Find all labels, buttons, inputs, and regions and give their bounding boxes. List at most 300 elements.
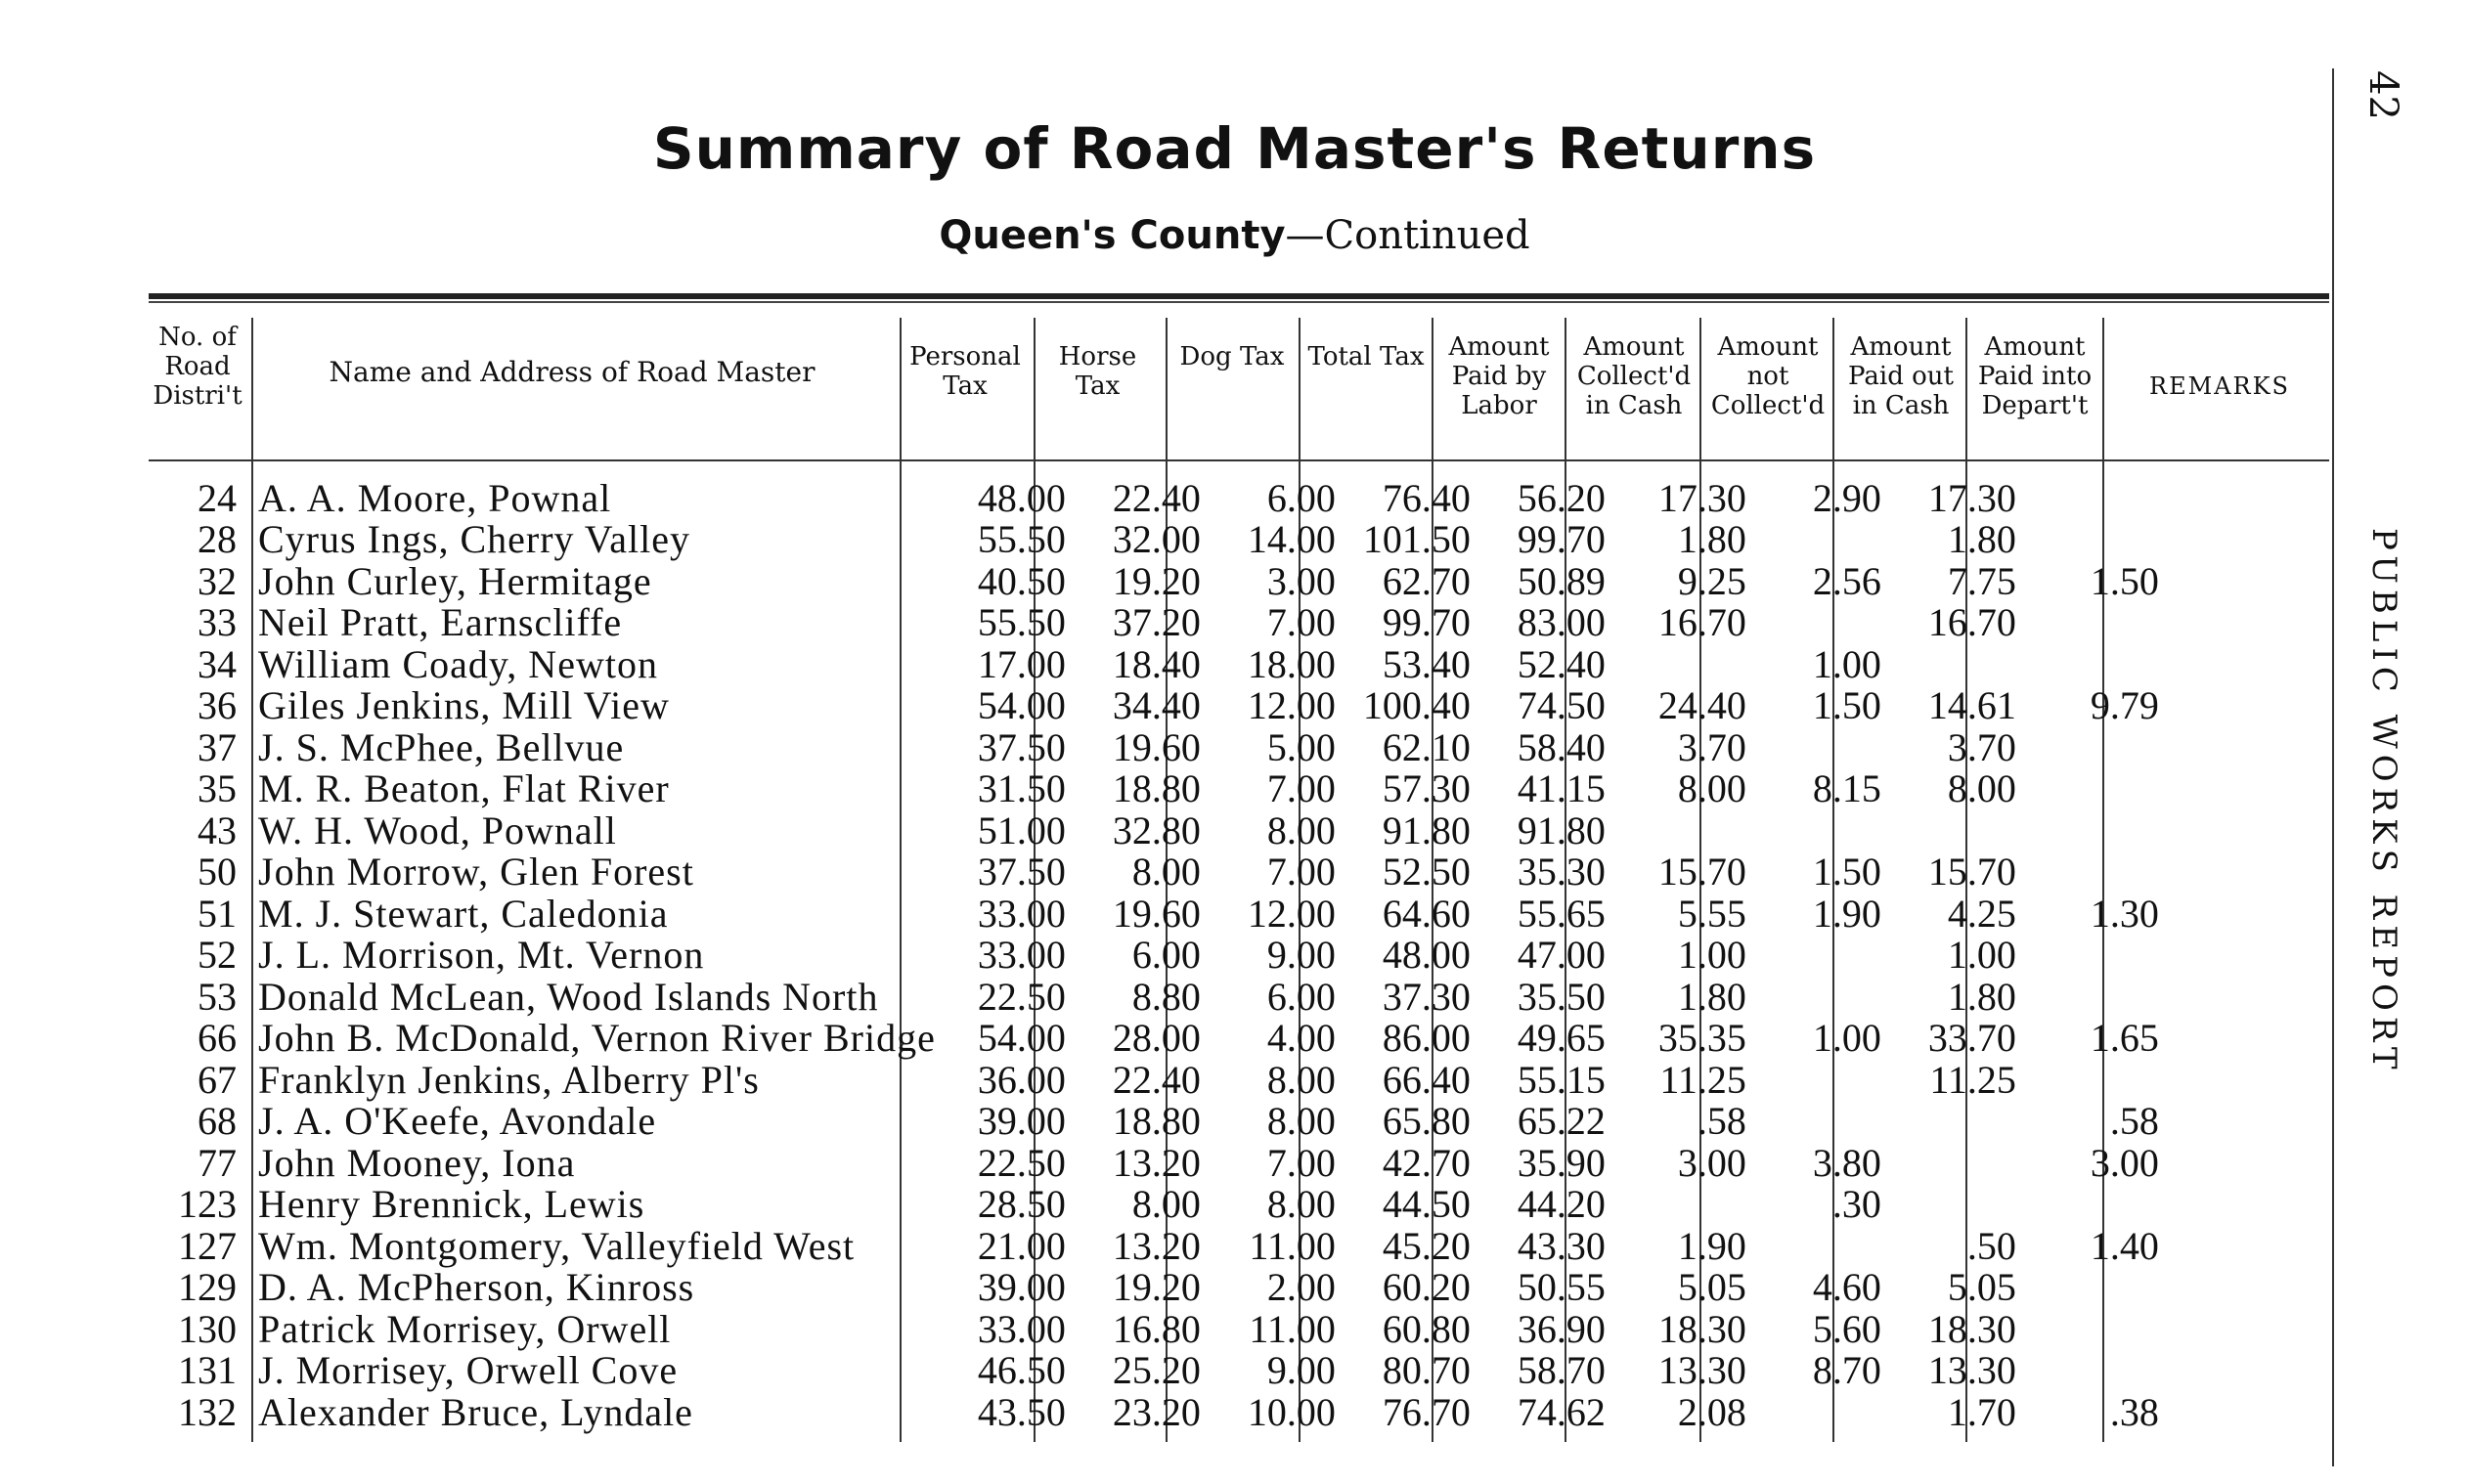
cell-total: 62.10 [1382,724,1471,769]
table-row [147,1018,2175,1060]
cell-no: 67 [198,1057,237,1102]
cell-remarks [2167,1184,2175,1226]
cell-personal: 51.00 [977,807,1066,852]
cell-no: 35 [198,766,237,810]
cell-labor: 56.20 [1517,475,1606,520]
cell-paid-into: .58 [2109,1099,2159,1143]
cell-not-collected [1754,1101,1889,1143]
table-row [147,1101,2175,1143]
cell-dog: 8.00 [1266,1099,1336,1143]
cell-name: Giles Jenkins, Mill View [258,683,670,727]
cell-labor: 47.00 [1517,933,1606,977]
cell-collected: 13.30 [1657,1348,1746,1392]
cell-horse: 19.60 [1112,891,1201,936]
cell-paid-out: 16.70 [1927,600,2016,644]
cell-not-collected: 1.00 [1812,641,1881,686]
cell-remarks [2167,519,2175,561]
road-master-returns-table [147,477,2175,1433]
table-row [147,519,2175,561]
subtitle-continued: —Continued [1285,213,1530,258]
cell-name: J. S. McPhee, Bellvue [258,724,625,769]
cell-paid-out: 1.70 [1947,1389,2016,1434]
cell-dog: 10.00 [1247,1389,1336,1434]
page-subtitle [0,213,2469,258]
table-row [147,851,2175,894]
cell-paid-out: 15.70 [1927,850,2016,894]
cell-dog: 2.00 [1266,1265,1336,1309]
cell-not-collected: 2.56 [1812,558,1881,603]
cell-remarks [2167,893,2175,935]
table-row [147,1267,2175,1309]
cell-labor: 36.90 [1517,1306,1606,1351]
cell-remarks [2167,643,2175,685]
cell-labor: 41.15 [1517,766,1606,810]
cell-paid-into [2024,1350,2167,1392]
cell-no: 50 [198,850,237,894]
cell-no: 24 [198,475,237,520]
cell-personal: 54.00 [977,1016,1066,1060]
cell-collected: 35.35 [1657,1016,1746,1060]
cell-labor: 55.15 [1517,1057,1606,1102]
cell-name: John B. McDonald, Vernon River Bridge [258,1016,936,1060]
cell-personal: 28.50 [977,1182,1066,1226]
cell-dog: 6.00 [1266,974,1336,1019]
cell-collected: 2.08 [1677,1389,1746,1434]
cell-collected: 1.90 [1677,1223,1746,1268]
cell-collected: 1.80 [1677,517,1746,561]
table-body [147,477,2175,1433]
cell-total: 52.50 [1382,850,1471,894]
cell-personal: 39.00 [977,1099,1066,1143]
cell-not-collected: 1.00 [1812,1016,1881,1060]
col-header-horse-tax: Horse Tax [1058,342,1137,401]
top-rule-thin [149,301,2329,303]
cell-labor: 35.30 [1517,850,1606,894]
cell-horse: 19.60 [1112,724,1201,769]
cell-no: 32 [198,558,237,603]
cell-remarks [2167,602,2175,644]
cell-not-collected: 4.60 [1812,1265,1881,1309]
cell-total: 101.50 [1362,517,1471,561]
cell-not-collected [1754,976,1889,1018]
cell-paid-out: 4.25 [1947,891,2016,936]
cell-not-collected [1754,602,1889,644]
cell-name: D. A. McPherson, Kinross [258,1265,695,1309]
cell-dog: 8.00 [1266,1057,1336,1102]
cell-dog: 6.00 [1266,475,1336,520]
cell-total: 64.60 [1382,891,1471,936]
cell-dog: 8.00 [1266,1182,1336,1226]
cell-paid-out [1889,1142,2024,1184]
col-header-personal-tax: Personal Tax [909,342,1021,401]
cell-dog: 5.00 [1266,724,1336,769]
cell-labor: 74.62 [1517,1389,1606,1434]
cell-no: 123 [178,1182,237,1226]
cell-dog: 11.00 [1249,1306,1336,1351]
cell-total: 76.40 [1382,475,1471,520]
col-header-road-district: No. of Road Distri't [153,323,242,411]
cell-remarks [2167,809,2175,851]
cell-total: 91.80 [1382,807,1471,852]
cell-no: 68 [198,1099,237,1143]
col-header-amount-paid-out-cash: Amount Paid out in Cash [1848,332,1954,420]
cell-no: 131 [178,1348,237,1392]
cell-name: Henry Brennick, Lewis [258,1182,645,1226]
cell-labor: 50.89 [1517,558,1606,603]
page-title: Summary of Road Master's Returns [652,115,1817,182]
cell-labor: 55.65 [1517,891,1606,936]
cell-horse: 32.00 [1112,517,1201,561]
cell-horse: 13.20 [1112,1140,1201,1185]
cell-paid-out: .50 [1966,1223,2016,1268]
cell-labor: 58.70 [1517,1348,1606,1392]
cell-dog: 7.00 [1266,766,1336,810]
cell-paid-out [1889,809,2024,851]
cell-name: John Morrow, Glen Forest [258,850,694,894]
cell-collected: 5.05 [1677,1265,1746,1309]
cell-paid-into [2024,1308,2167,1350]
cell-horse: 19.20 [1112,1265,1201,1309]
cell-collected: 24.40 [1657,683,1746,727]
cell-collected: 5.55 [1677,891,1746,936]
cell-collected: 17.30 [1657,475,1746,520]
cell-no: 127 [178,1223,237,1268]
col-header-dog-tax: Dog Tax [1179,342,1285,371]
cell-paid-into [2024,1267,2167,1309]
cell-total: 53.40 [1382,641,1471,686]
cell-personal: 17.00 [977,641,1066,686]
cell-remarks [2167,1391,2175,1433]
cell-paid-out: 17.30 [1927,475,2016,520]
cell-paid-out: 1.80 [1947,517,2016,561]
cell-name: J. L. Morrison, Mt. Vernon [258,933,705,977]
cell-dog: 4.00 [1266,1016,1336,1060]
subtitle-county: Queen's County [939,213,1286,258]
cell-labor: 35.50 [1517,974,1606,1019]
cell-paid-out: 14.61 [1927,683,2016,727]
cell-total: 65.80 [1382,1099,1471,1143]
cell-not-collected [1754,519,1889,561]
cell-personal: 36.00 [977,1057,1066,1102]
cell-collected: 1.80 [1677,974,1746,1019]
cell-horse: 18.80 [1112,766,1201,810]
cell-name: Neil Pratt, Earnscliffe [258,600,623,644]
cell-paid-out: 5.05 [1947,1265,2016,1309]
cell-paid-into: 3.00 [2090,1140,2159,1185]
cell-remarks [2167,935,2175,977]
cell-paid-out: 1.80 [1947,974,2016,1019]
cell-collected [1613,1184,1754,1226]
table-row [147,1391,2175,1433]
cell-not-collected: 3.80 [1812,1140,1881,1185]
cell-remarks [2167,851,2175,894]
cell-name: J. A. O'Keefe, Avondale [258,1099,657,1143]
table-row [147,1308,2175,1350]
table-row [147,1184,2175,1226]
table-row [147,602,2175,644]
cell-horse: 8.00 [1131,850,1201,894]
cell-no: 77 [198,1140,237,1185]
cell-paid-into [2024,851,2167,894]
cell-paid-into: 1.30 [2090,891,2159,936]
cell-remarks [2167,768,2175,810]
cell-personal: 39.00 [977,1265,1066,1309]
cell-remarks [2167,726,2175,768]
cell-horse: 34.40 [1112,683,1201,727]
cell-total: 44.50 [1382,1182,1471,1226]
cell-dog: 12.00 [1247,683,1336,727]
cell-no: 33 [198,600,237,644]
cell-not-collected [1754,1391,1889,1433]
cell-paid-into: 1.65 [2090,1016,2159,1060]
cell-total: 57.30 [1382,766,1471,810]
cell-paid-out [1889,1184,2024,1226]
cell-name: Cyrus Ings, Cherry Valley [258,517,690,561]
cell-horse: 32.80 [1112,807,1201,852]
cell-not-collected: 1.50 [1812,683,1881,727]
cell-not-collected: 1.90 [1812,891,1881,936]
cell-personal: 37.50 [977,724,1066,769]
cell-remarks [2167,560,2175,602]
cell-paid-into: 9.79 [2090,683,2159,727]
cell-name: Patrick Morrisey, Orwell [258,1306,672,1351]
table-row [147,477,2175,519]
cell-personal: 55.50 [977,517,1066,561]
table-row [147,685,2175,727]
cell-remarks [2167,1308,2175,1350]
cell-name: John Curley, Hermitage [258,558,652,603]
cell-total: 100.40 [1362,683,1471,727]
cell-total: 45.20 [1382,1223,1471,1268]
cell-name: A. A. Moore, Pownal [258,475,612,520]
col-header-amount-collected-cash: Amount Collect'd in Cash [1576,332,1692,420]
cell-total: 80.70 [1382,1348,1471,1392]
cell-paid-into: 1.50 [2090,558,2159,603]
cell-not-collected: 1.50 [1812,850,1881,894]
cell-collected: 9.25 [1677,558,1746,603]
cell-name: W. H. Wood, Pownall [258,807,617,852]
table-row [147,560,2175,602]
cell-personal: 33.00 [977,933,1066,977]
cell-total: 60.20 [1382,1265,1471,1309]
table-row [147,976,2175,1018]
cell-total: 66.40 [1382,1057,1471,1102]
cell-paid-out [1889,1101,2024,1143]
cell-personal: 22.50 [977,974,1066,1019]
col-header-remarks: REMARKS [2149,372,2290,400]
cell-paid-into: 1.40 [2090,1223,2159,1268]
col-header-name-address: Name and Address of Road Master [329,356,816,388]
cell-personal: 22.50 [977,1140,1066,1185]
cell-remarks [2167,685,2175,727]
cell-remarks [2167,1101,2175,1143]
cell-remarks [2167,1059,2175,1101]
cell-labor: 83.00 [1517,600,1606,644]
cell-total: 48.00 [1382,933,1471,977]
cell-not-collected: 5.60 [1812,1306,1881,1351]
cell-name: M. J. Stewart, Caledonia [258,891,669,936]
cell-paid-into [2024,809,2167,851]
cell-not-collected [1754,726,1889,768]
cell-personal: 54.00 [977,683,1066,727]
cell-horse: 16.80 [1112,1306,1201,1351]
cell-dog: 8.00 [1266,807,1336,852]
cell-personal: 43.50 [977,1389,1066,1434]
cell-labor: 44.20 [1517,1182,1606,1226]
cell-paid-into: .38 [2109,1389,2159,1434]
table-row [147,935,2175,977]
page-number: 42 [2360,70,2405,120]
cell-name: M. R. Beaton, Flat River [258,766,670,810]
cell-total: 86.00 [1382,1016,1471,1060]
cell-horse: 8.00 [1131,1182,1201,1226]
cell-paid-out: 8.00 [1947,766,2016,810]
cell-labor: 99.70 [1517,517,1606,561]
cell-collected: 16.70 [1657,600,1746,644]
cell-total: 60.80 [1382,1306,1471,1351]
cell-horse: 28.00 [1112,1016,1201,1060]
cell-paid-out: 11.25 [1929,1057,2016,1102]
cell-collected: 15.70 [1657,850,1746,894]
cell-total: 99.70 [1382,600,1471,644]
cell-no: 132 [178,1389,237,1434]
cell-personal: 48.00 [977,475,1066,520]
cell-paid-out: 18.30 [1927,1306,2016,1351]
cell-collected: 11.25 [1659,1057,1746,1102]
margin-line [2332,68,2334,1466]
cell-not-collected: 8.15 [1812,766,1881,810]
cell-no: 37 [198,724,237,769]
table-row [147,1225,2175,1267]
cell-personal: 55.50 [977,600,1066,644]
cell-name: Wm. Montgomery, Valleyfield West [258,1223,856,1268]
cell-no: 51 [198,891,237,936]
cell-paid-out: 7.75 [1947,558,2016,603]
cell-total: 76.70 [1382,1389,1471,1434]
cell-total: 42.70 [1382,1140,1471,1185]
col-header-total-tax: Total Tax [1307,342,1425,371]
cell-collected: 3.00 [1677,1140,1746,1185]
cell-personal: 31.50 [977,766,1066,810]
cell-personal: 37.50 [977,850,1066,894]
cell-paid-into [2024,519,2167,561]
cell-dog: 12.00 [1247,891,1336,936]
cell-no: 53 [198,974,237,1019]
cell-horse: 18.80 [1112,1099,1201,1143]
cell-remarks [2167,1350,2175,1392]
cell-name: John Mooney, Iona [258,1140,576,1185]
table-row [147,1142,2175,1184]
cell-horse: 22.40 [1112,1057,1201,1102]
table-row [147,1350,2175,1392]
cell-labor: 91.80 [1517,807,1606,852]
cell-no: 129 [178,1265,237,1309]
cell-paid-into [2024,935,2167,977]
cell-horse: 6.00 [1131,933,1201,977]
cell-remarks [2167,1225,2175,1267]
top-rule [149,293,2329,299]
cell-labor: 58.40 [1517,724,1606,769]
cell-total: 37.30 [1382,974,1471,1019]
cell-no: 34 [198,641,237,686]
cell-personal: 33.00 [977,891,1066,936]
cell-remarks [2167,1018,2175,1060]
cell-no: 43 [198,807,237,852]
cell-collected: .58 [1697,1099,1746,1143]
cell-paid-out [1889,643,2024,685]
cell-name: Franklyn Jenkins, Alberry Pl's [258,1057,760,1102]
cell-collected: 1.00 [1677,933,1746,977]
cell-collected [1613,643,1754,685]
cell-horse: 13.20 [1112,1223,1201,1268]
cell-dog: 7.00 [1266,600,1336,644]
cell-labor: 50.55 [1517,1265,1606,1309]
cell-not-collected: 8.70 [1812,1348,1881,1392]
cell-dog: 7.00 [1266,850,1336,894]
cell-no: 36 [198,683,237,727]
cell-not-collected [1754,935,1889,977]
cell-collected: 18.30 [1657,1306,1746,1351]
cell-not-collected [1754,809,1889,851]
cell-name: Donald McLean, Wood Islands North [258,974,879,1019]
cell-labor: 49.65 [1517,1016,1606,1060]
cell-horse: 18.40 [1112,641,1201,686]
cell-labor: 52.40 [1517,641,1606,686]
cell-labor: 65.22 [1517,1099,1606,1143]
cell-horse: 37.20 [1112,600,1201,644]
cell-paid-into [2024,1059,2167,1101]
cell-collected: 3.70 [1677,724,1746,769]
cell-name: Alexander Bruce, Lyndale [258,1389,693,1434]
table-row [147,1059,2175,1101]
cell-personal: 40.50 [977,558,1066,603]
cell-labor: 74.50 [1517,683,1606,727]
cell-remarks [2167,477,2175,519]
cell-no: 66 [198,1016,237,1060]
cell-remarks [2167,1267,2175,1309]
cell-dog: 7.00 [1266,1140,1336,1185]
cell-horse: 19.20 [1112,558,1201,603]
cell-not-collected [1754,1225,1889,1267]
col-header-amount-not-collected: Amount not Collect'd [1710,332,1826,420]
cell-labor: 35.90 [1517,1140,1606,1185]
cell-name: J. Morrisey, Orwell Cove [258,1348,679,1392]
cell-no: 28 [198,517,237,561]
cell-personal: 33.00 [977,1306,1066,1351]
table-row [147,809,2175,851]
table-row [147,643,2175,685]
cell-horse: 8.80 [1131,974,1201,1019]
cell-collected [1613,809,1754,851]
cell-paid-into [2024,477,2167,519]
cell-dog: 18.00 [1247,641,1336,686]
cell-dog: 9.00 [1266,1348,1336,1392]
cell-labor: 43.30 [1517,1223,1606,1268]
table-row [147,893,2175,935]
running-head: PUBLIC WORKS REPORT [2364,528,2403,1075]
cell-no: 52 [198,933,237,977]
cell-horse: 25.20 [1112,1348,1201,1392]
cell-paid-into [2024,976,2167,1018]
cell-paid-out: 33.70 [1927,1016,2016,1060]
col-header-amount-paid-by-labor: Amount Paid by Labor [1448,332,1550,420]
cell-paid-into [2024,768,2167,810]
cell-dog: 11.00 [1249,1223,1336,1268]
cell-paid-out: 13.30 [1927,1348,2016,1392]
cell-personal: 46.50 [977,1348,1066,1392]
cell-not-collected: .30 [1831,1182,1881,1226]
cell-not-collected: 2.90 [1812,475,1881,520]
